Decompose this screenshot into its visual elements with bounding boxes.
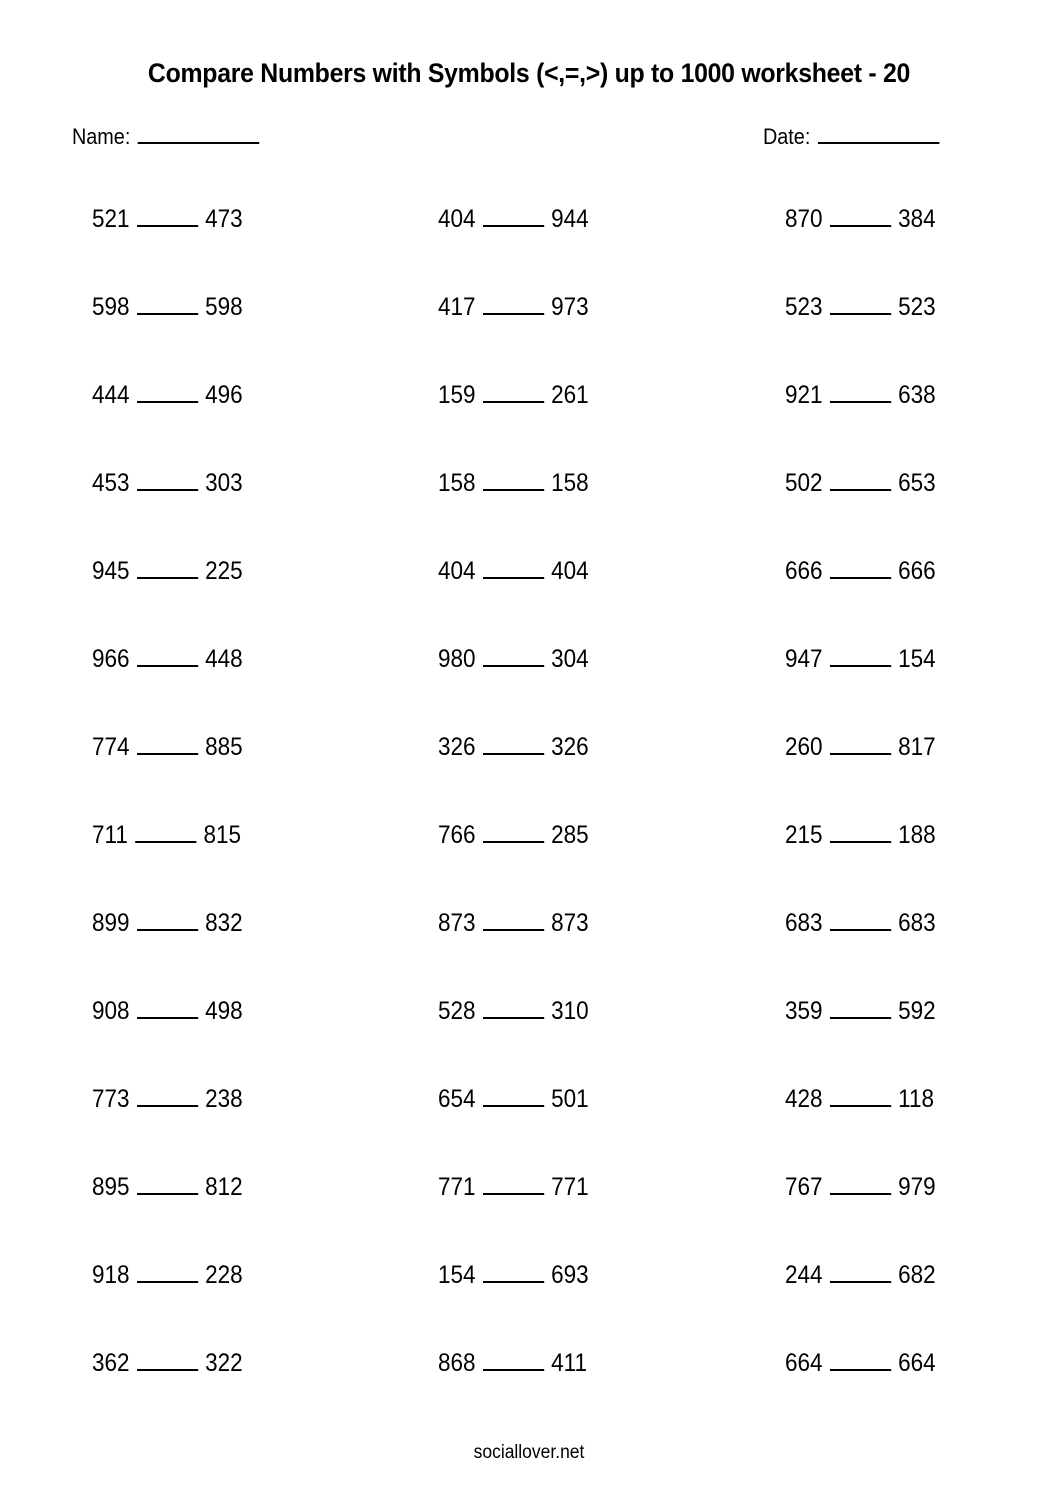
comparison-problem [785, 550, 936, 586]
right-number: 303 [205, 469, 243, 497]
right-number: 188 [898, 821, 936, 849]
comparison-problem [92, 1166, 243, 1202]
answer-blank[interactable] [483, 1104, 544, 1107]
answer-blank[interactable] [483, 1368, 544, 1371]
right-number: 664 [898, 1349, 936, 1377]
right-number: 496 [205, 381, 243, 409]
problem-grid [0, 198, 1058, 1388]
footer-website: sociallover.net [473, 1442, 585, 1463]
comparison-problem [92, 550, 243, 586]
answer-blank[interactable] [830, 400, 891, 403]
right-number: 873 [551, 909, 589, 937]
answer-blank[interactable] [483, 576, 544, 579]
comparison-problem [785, 462, 936, 498]
right-number: 979 [898, 1173, 936, 1201]
answer-blank[interactable] [137, 664, 198, 667]
left-number: 868 [438, 1349, 476, 1377]
answer-blank[interactable] [137, 1368, 198, 1371]
comparison-problem [92, 726, 243, 762]
left-number: 771 [438, 1173, 476, 1201]
left-number: 921 [785, 381, 823, 409]
left-number: 215 [785, 821, 823, 849]
name-label: Name: [72, 124, 131, 149]
right-number: 310 [551, 997, 589, 1025]
name-blank-line[interactable] [138, 120, 260, 144]
answer-blank[interactable] [830, 1104, 891, 1107]
comparison-problem [438, 286, 589, 322]
left-number: 158 [438, 469, 476, 497]
answer-blank[interactable] [830, 1368, 891, 1371]
left-number: 521 [92, 205, 130, 233]
comparison-problem [92, 198, 243, 234]
right-number: 411 [551, 1349, 588, 1377]
answer-blank[interactable] [483, 1280, 544, 1283]
answer-blank[interactable] [137, 400, 198, 403]
answer-blank[interactable] [830, 488, 891, 491]
answer-blank[interactable] [830, 928, 891, 931]
left-number: 664 [785, 1349, 823, 1377]
right-number: 158 [551, 469, 589, 497]
left-number: 404 [438, 205, 476, 233]
left-number: 598 [92, 293, 130, 321]
comparison-problem [438, 198, 589, 234]
answer-blank[interactable] [137, 1280, 198, 1283]
comparison-problem [785, 286, 936, 322]
comparison-problem [92, 902, 243, 938]
right-number: 815 [203, 821, 242, 849]
answer-blank[interactable] [483, 224, 544, 227]
answer-blank[interactable] [483, 1192, 544, 1195]
left-number: 683 [785, 909, 823, 937]
comparison-problem [92, 1254, 243, 1290]
comparison-problem [785, 198, 936, 234]
right-number: 771 [551, 1173, 589, 1201]
left-number: 945 [92, 557, 130, 585]
date-field [763, 120, 939, 150]
left-number: 873 [438, 909, 476, 937]
left-number: 444 [92, 381, 130, 409]
left-number: 404 [438, 557, 476, 585]
right-number: 322 [205, 1349, 243, 1377]
left-number: 244 [785, 1261, 823, 1289]
comparison-problem [92, 374, 243, 410]
right-number: 683 [898, 909, 936, 937]
comparison-problem [785, 990, 936, 1026]
left-number: 918 [92, 1261, 130, 1289]
answer-blank[interactable] [137, 312, 198, 315]
left-number: 666 [785, 557, 823, 585]
left-number: 326 [438, 733, 476, 761]
answer-blank[interactable] [830, 576, 891, 579]
date-label: Date: [763, 124, 811, 149]
comparison-problem [785, 638, 936, 674]
comparison-problem [92, 638, 243, 674]
date-blank-line[interactable] [818, 120, 940, 144]
left-number: 947 [785, 645, 823, 673]
answer-blank[interactable] [830, 840, 891, 843]
left-number: 895 [92, 1173, 130, 1201]
comparison-problem [92, 814, 241, 850]
left-number: 766 [438, 821, 476, 849]
answer-blank[interactable] [483, 312, 544, 315]
comparison-problem [785, 1166, 936, 1202]
left-number: 654 [438, 1085, 476, 1113]
answer-blank[interactable] [137, 928, 198, 931]
left-number: 528 [438, 997, 476, 1025]
right-number: 598 [205, 293, 243, 321]
left-number: 980 [438, 645, 476, 673]
comparison-problem [785, 374, 936, 410]
comparison-problem [438, 550, 589, 586]
right-number: 832 [205, 909, 243, 937]
left-number: 711 [92, 821, 128, 849]
right-number: 682 [898, 1261, 936, 1289]
name-field [72, 120, 259, 150]
comparison-problem [785, 1342, 936, 1378]
comparison-problem [785, 902, 936, 938]
left-number: 159 [438, 381, 476, 409]
left-number: 453 [92, 469, 130, 497]
comparison-problem [438, 1342, 587, 1378]
right-number: 973 [551, 293, 589, 321]
right-number: 885 [205, 733, 243, 761]
comparison-problem [438, 902, 589, 938]
left-number: 523 [785, 293, 823, 321]
answer-blank[interactable] [830, 1192, 891, 1195]
left-number: 899 [92, 909, 130, 937]
comparison-problem [92, 990, 243, 1026]
comparison-problem [438, 1166, 589, 1202]
answer-blank[interactable] [830, 752, 891, 755]
comparison-problem [438, 374, 589, 410]
right-number: 944 [551, 205, 589, 233]
worksheet-title: Compare Numbers with Symbols (<,=,>) up to 1000 worksheet - 20 [147, 58, 911, 88]
right-number: 653 [898, 469, 936, 497]
comparison-problem [438, 1254, 589, 1290]
right-number: 473 [205, 205, 243, 233]
answer-blank[interactable] [830, 1280, 891, 1283]
right-number: 817 [898, 733, 936, 761]
answer-blank[interactable] [483, 752, 544, 755]
comparison-problem [92, 1342, 243, 1378]
right-number: 666 [898, 557, 936, 585]
left-number: 870 [785, 205, 823, 233]
left-number: 359 [785, 997, 823, 1025]
right-number: 326 [551, 733, 589, 761]
right-number: 118 [898, 1085, 935, 1113]
right-number: 501 [551, 1085, 589, 1113]
comparison-problem [438, 1078, 589, 1114]
answer-blank[interactable] [137, 576, 198, 579]
right-number: 448 [205, 645, 243, 673]
left-number: 154 [438, 1261, 476, 1289]
answer-blank[interactable] [830, 664, 891, 667]
left-number: 417 [438, 293, 476, 321]
left-number: 773 [92, 1085, 130, 1113]
answer-blank[interactable] [137, 1016, 198, 1019]
answer-blank[interactable] [137, 752, 198, 755]
answer-blank[interactable] [137, 1104, 198, 1107]
comparison-problem [438, 990, 589, 1026]
answer-blank[interactable] [483, 840, 544, 843]
left-number: 362 [92, 1349, 130, 1377]
comparison-problem [785, 726, 936, 762]
right-number: 154 [898, 645, 936, 673]
right-number: 225 [205, 557, 243, 585]
comparison-problem [785, 1254, 936, 1290]
right-number: 384 [898, 205, 936, 233]
answer-blank[interactable] [830, 224, 891, 227]
left-number: 428 [785, 1085, 823, 1113]
answer-blank[interactable] [830, 1016, 891, 1019]
comparison-problem [438, 638, 589, 674]
right-number: 285 [551, 821, 589, 849]
left-number: 966 [92, 645, 130, 673]
right-number: 404 [551, 557, 589, 585]
left-number: 767 [785, 1173, 823, 1201]
comparison-problem [92, 286, 243, 322]
right-number: 238 [205, 1085, 243, 1113]
comparison-problem [785, 1078, 934, 1114]
right-number: 693 [551, 1261, 589, 1289]
comparison-problem [92, 1078, 243, 1114]
right-number: 228 [205, 1261, 243, 1289]
answer-blank[interactable] [483, 488, 544, 491]
answer-blank[interactable] [830, 312, 891, 315]
answer-blank[interactable] [483, 928, 544, 931]
right-number: 304 [551, 645, 589, 673]
comparison-problem [92, 462, 243, 498]
left-number: 774 [92, 733, 130, 761]
comparison-problem [438, 814, 589, 850]
right-number: 812 [205, 1173, 243, 1201]
comparison-problem [785, 814, 936, 850]
answer-blank[interactable] [137, 224, 198, 227]
right-number: 261 [551, 381, 589, 409]
left-number: 908 [92, 997, 130, 1025]
comparison-problem [438, 726, 589, 762]
right-number: 498 [205, 997, 243, 1025]
answer-blank[interactable] [483, 1016, 544, 1019]
right-number: 638 [898, 381, 936, 409]
comparison-problem [438, 462, 589, 498]
answer-blank[interactable] [483, 664, 544, 667]
left-number: 502 [785, 469, 823, 497]
answer-blank[interactable] [135, 840, 196, 843]
right-number: 592 [898, 997, 936, 1025]
answer-blank[interactable] [137, 488, 198, 491]
answer-blank[interactable] [483, 400, 544, 403]
left-number: 260 [785, 733, 823, 761]
right-number: 523 [898, 293, 936, 321]
answer-blank[interactable] [137, 1192, 198, 1195]
